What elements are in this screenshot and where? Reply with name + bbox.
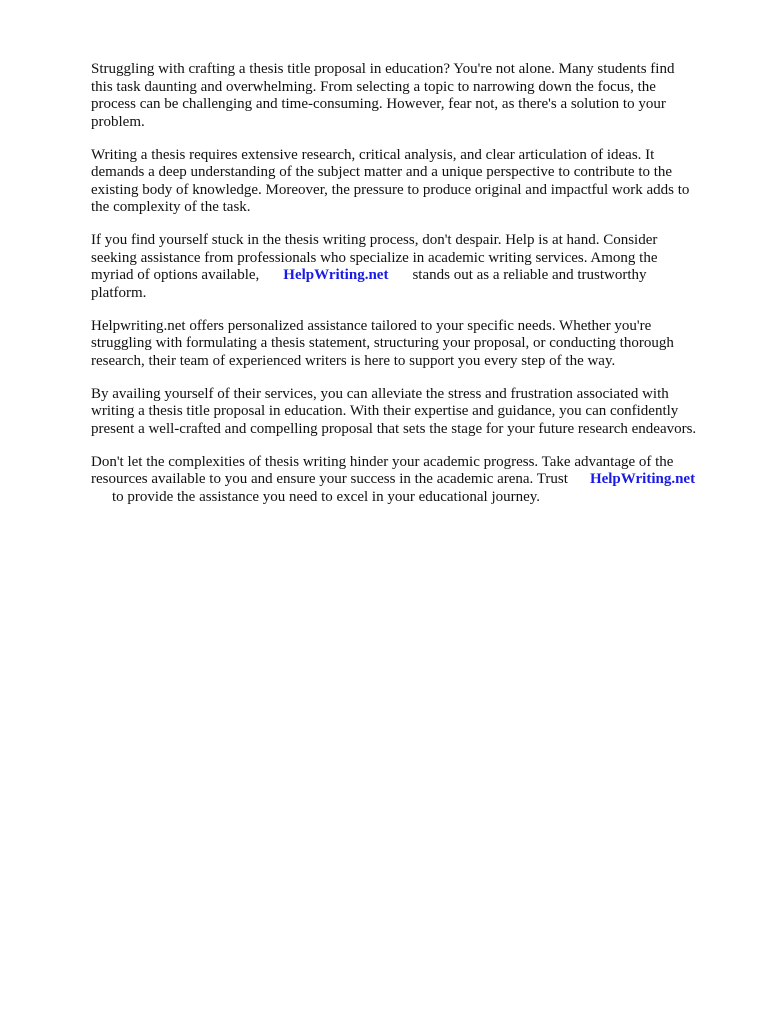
text-line: Struggling with crafting a thesis title proposal in education? You're not alone. Many students find (91, 61, 675, 77)
text-segment: myriad of options available, (91, 267, 260, 283)
paragraph-2 (91, 147, 731, 217)
text-line: existing body of knowledge. Moreover, the pressure to produce original and impactful work adds to (91, 181, 690, 198)
text-line: seeking assistance from professionals who specialize in academic writing services. Among the (91, 249, 658, 266)
text-line: Helpwriting.net offers personalized assistance tailored to your specific needs. Whether you're (91, 317, 652, 334)
text-line: the complexity of the task. (91, 199, 251, 215)
paragraph-4 (91, 318, 731, 371)
text-line (91, 489, 731, 507)
text-line: struggling with formulating a thesis statement, structuring your proposal, or conducting thorough (91, 335, 674, 351)
text-segment: resources available to you and ensure your success in the academic arena. Trust (91, 471, 568, 487)
text-line: platform. (91, 284, 147, 301)
paragraph-5 (91, 386, 731, 439)
text-line: writing a thesis title proposal in education. With their expertise and guidance, you can confidently (91, 403, 679, 419)
text-line: present a well-crafted and compelling proposal that sets the stage for your future research endeavors. (91, 420, 697, 437)
text-line: problem. (91, 113, 145, 130)
text-line: this task daunting and overwhelming. From selecting a topic to narrowing down the focus, the (91, 78, 656, 95)
text-line: research, their team of experienced writers is here to support you every step of the way. (91, 352, 616, 369)
paragraph-3 (91, 232, 731, 302)
text-segment: to provide the assistance you need to excel in your educational journey. (112, 488, 541, 505)
paragraph-1 (91, 61, 731, 131)
text-line: Writing a thesis requires extensive research, critical analysis, and clear articulation of ideas. It (91, 146, 655, 163)
text-line-with-link (91, 471, 731, 489)
text-segment: stands out as a reliable and trustworthy (412, 267, 647, 283)
document-body (91, 61, 731, 522)
text-line: If you find yourself stuck in the thesis writing process, don't despair. Help is at hand. Consider (91, 232, 658, 248)
text-line: demands a deep understanding of the subject matter and a unique perspective to contribute to the (91, 164, 673, 180)
text-line-with-link (91, 267, 731, 285)
text-line: process can be challenging and time-consuming. However, fear not, as there's a solution to your (91, 96, 666, 112)
paragraph-6 (91, 454, 731, 507)
text-line: Don't let the complexities of thesis writing hinder your academic progress. Take advantage of the (91, 453, 674, 470)
helpwriting-link-2[interactable]: HelpWriting.net (589, 471, 696, 487)
helpwriting-link[interactable]: HelpWriting.net (283, 267, 389, 283)
text-line: By availing yourself of their services, you can alleviate the stress and frustration associated with (91, 385, 669, 402)
